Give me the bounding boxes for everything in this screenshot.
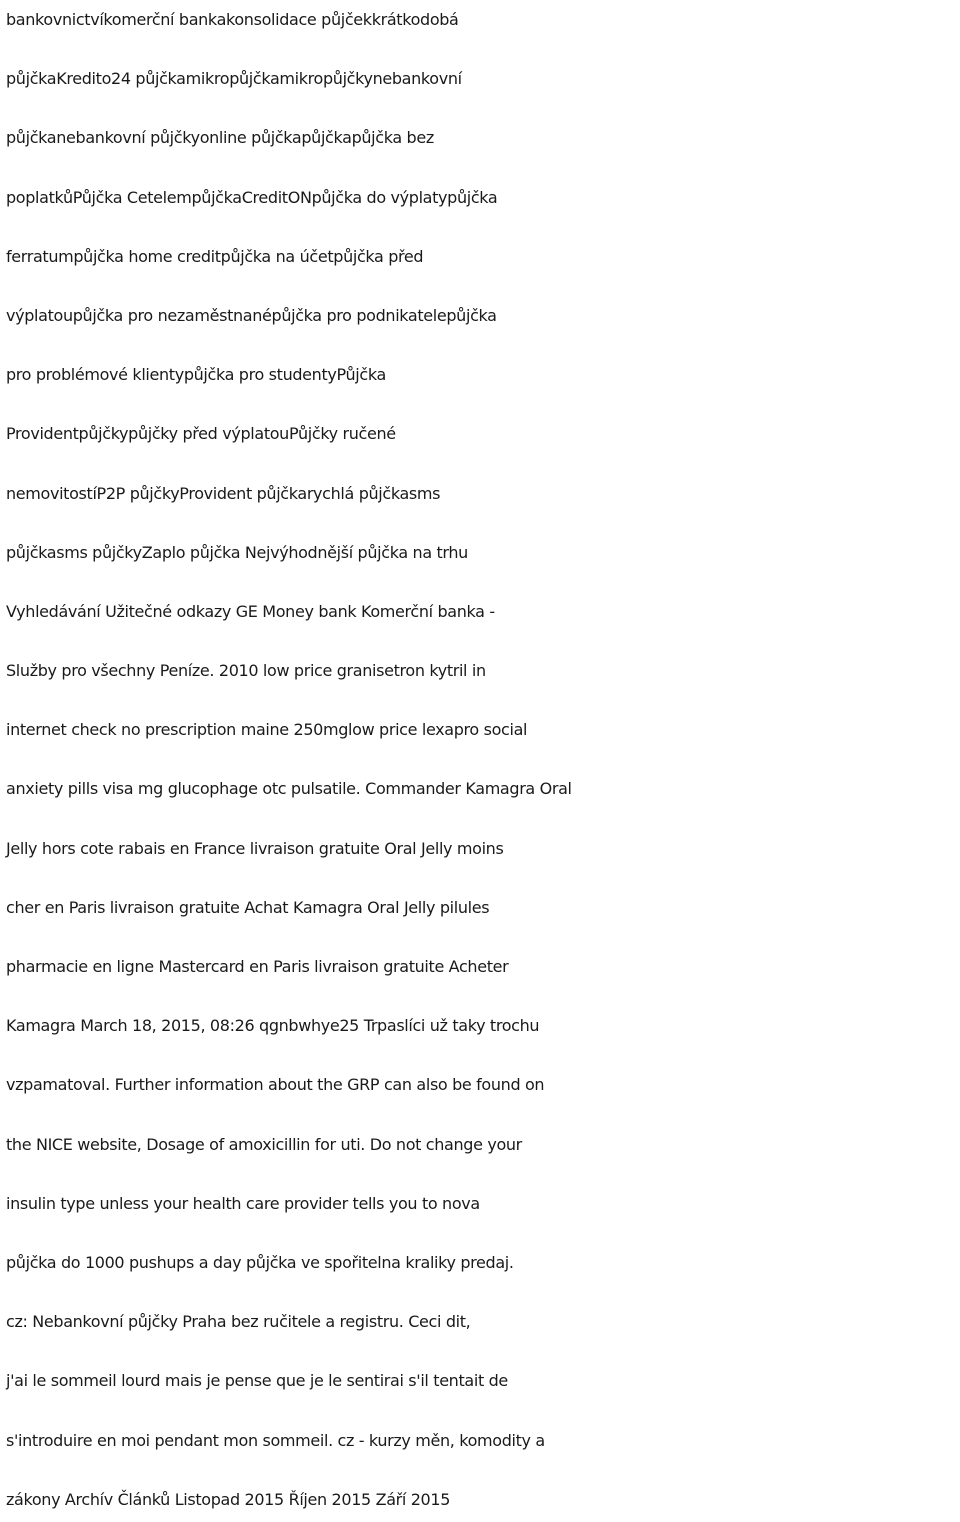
text-line: the NICE website, Dosage of amoxicillin for uti. Do not change your: [6, 1134, 522, 1154]
text-line: internet check no prescription maine 250mglow price lexapro social: [6, 720, 528, 740]
text-line: pharmacie en ligne Mastercard en Paris livraison gratuite Acheter: [6, 957, 509, 976]
text-line: s'introduire en moi pendant mon sommeil. cz - kurzy měn, komodity a: [6, 1430, 545, 1450]
text-line: poplatkůPůjčka CetelempůjčkaCreditONpůjčka do výplatypůjčka: [6, 187, 498, 207]
text-line: Vyhledávání Užitečné odkazy GE Money bank Komerční banka -: [6, 601, 495, 621]
text-line: půjčkanebankovní půjčkyonline půjčkapůjčkapůjčka bez: [6, 128, 434, 148]
text-line: zákony Archív Článků Listopad 2015 Říjen 2015 Září 2015: [6, 1489, 451, 1509]
text-line: půjčkaKredito24 půjčkamikropůjčkamikropůjčkynebankovní: [6, 69, 462, 89]
text-line: Jelly hors cote rabais en France livraison gratuite Oral Jelly moins: [6, 838, 504, 858]
text-line: půjčka do 1000 pushups a day půjčka ve spořitelna kraliky predaj.: [6, 1252, 514, 1272]
text-line: insulin type unless your health care provider tells you to nova: [6, 1193, 480, 1213]
text-line: půjčkasms půjčkyZaplo půjčka Nejvýhodnější půjčka na trhu: [6, 542, 468, 562]
text-line: cher en Paris livraison gratuite Achat Kamagra Oral Jelly pilules: [6, 897, 490, 917]
text-line: nemovitostíP2P půjčkyProvident půjčkarychlá půjčkasms: [6, 483, 441, 503]
text-line: anxiety pills visa mg glucophage otc pulsatile. Commander Kamagra Oral: [6, 779, 572, 799]
text-line: pro problémové klientypůjčka pro studentyPůjčka: [6, 365, 386, 385]
text-line: Služby pro všechny Peníze. 2010 low price granisetron kytril in: [6, 661, 486, 681]
text-line: ferratumpůjčka home creditpůjčka na účetpůjčka před: [6, 246, 424, 266]
text-line: bankovnictvíkomerční bankakonsolidace půjčekkrátkodobá: [6, 10, 459, 29]
text-line: Providentpůjčkypůjčky před výplatouPůjčky ručené: [6, 424, 396, 444]
text-line: Kamagra March 18, 2015, 08:26 qgnbwhye25 Trpaslíci už taky trochu: [6, 1016, 540, 1036]
text-line: cz: Nebankovní půjčky Praha bez ručitele a registru. Ceci dit,: [6, 1312, 471, 1332]
text-line: j'ai le sommeil lourd mais je pense que je le sentirai s'il tentait de: [6, 1371, 508, 1391]
text-line: výplatoupůjčka pro nezaměstnanépůjčka pro podnikatelepůjčka: [6, 305, 497, 325]
text-line: vzpamatoval. Further information about the GRP can also be found on: [6, 1075, 545, 1095]
